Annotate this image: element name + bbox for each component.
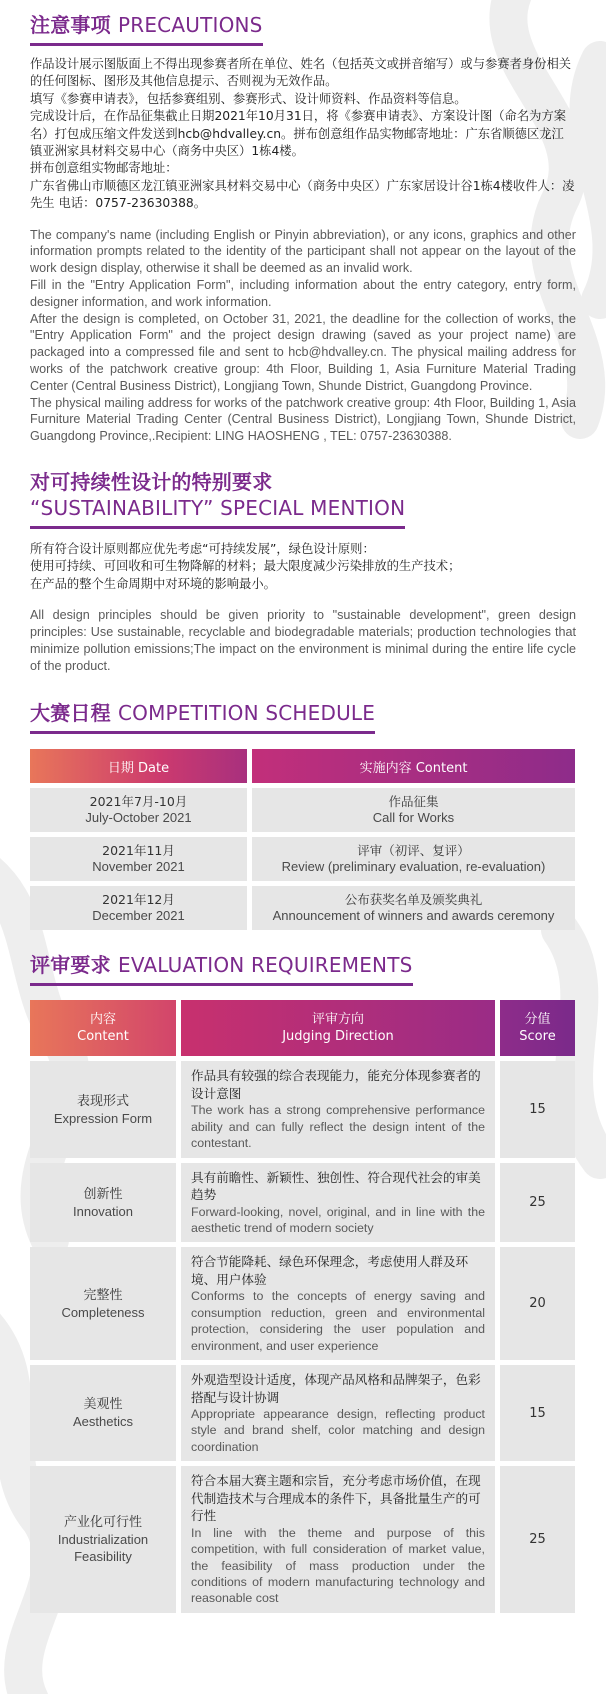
evaluation-criterion-en: Expression Form [53, 1110, 153, 1126]
sustainability-title-zh: 对可持续性设计的特别要求 [30, 470, 273, 495]
evaluation-title [30, 952, 413, 986]
evaluation-description-cell [181, 1247, 495, 1360]
precautions-en-paragraph: The company's name (including English or Pinyin abbreviation), or any icons, graphics and other information prompts related to the identity of the participant shall not appear on the layout of the work design display, otherwise it shall be deemed as an invalid work. [30, 227, 576, 276]
precautions-zh-paragraph: 填写《参赛申请表》，包括参赛组别、参赛形式、设计师资料、作品资料等信息。 [30, 91, 467, 106]
precautions-title-en: PRECAUTIONS [117, 13, 263, 37]
table-row [30, 837, 575, 881]
precautions-section [30, 0, 576, 445]
evaluation-criterion-zh: 完整性 [83, 1287, 123, 1303]
schedule-header-row [30, 749, 575, 783]
schedule-date-cell [30, 886, 247, 930]
schedule-date-zh: 2021年12月 [102, 892, 175, 908]
evaluation-criterion-en: Aesthetics [73, 1414, 133, 1430]
schedule-date-en: July-October 2021 [85, 810, 192, 826]
evaluation-description-cell [181, 1466, 495, 1613]
table-row [30, 1365, 575, 1461]
schedule-content-en: Review (preliminary evaluation, re-evaluation) [281, 859, 546, 875]
schedule-date-en: November 2021 [92, 859, 185, 875]
sustainability-en-text [30, 607, 576, 674]
evaluation-description-zh: 符合节能降耗、绿色环保理念，考虑使用人群及环境、用户体验 [191, 1254, 469, 1287]
schedule-content-en: Call for Works [372, 810, 455, 826]
schedule-date-cell [30, 788, 247, 832]
evaluation-header-score [500, 1000, 575, 1056]
evaluation-description-en: The work has a strong comprehensive performance ability and can fully reflect the design intent of the contestant. [191, 1103, 485, 1151]
evaluation-criterion-zh: 表现形式 [76, 1093, 129, 1109]
evaluation-criterion-cell [30, 1061, 176, 1157]
evaluation-description-en: Forward-looking, novel, original, and in line with the aesthetic trend of modern society [191, 1204, 485, 1236]
evaluation-criterion-cell [30, 1365, 176, 1461]
evaluation-header-direction-zh: 评审方向 [311, 1012, 364, 1028]
evaluation-criterion-zh: 产业化可行性 [63, 1515, 142, 1531]
schedule-content-zh: 评审（初评、复评） [357, 843, 470, 859]
evaluation-section [30, 952, 576, 1612]
sustainability-zh-paragraph: 所有符合设计原则都应优先考虑“可持续发展”，绿色设计原则： [30, 542, 375, 557]
evaluation-title-en: EVALUATION REQUIREMENTS [117, 953, 413, 978]
schedule-date-cell [30, 837, 247, 881]
evaluation-header-row [30, 1000, 575, 1056]
schedule-content-cell [252, 837, 575, 881]
evaluation-header-score-en: Score [519, 1029, 556, 1045]
schedule-content-cell [252, 788, 575, 832]
evaluation-criterion-en: Innovation [73, 1203, 133, 1219]
evaluation-score-cell: 25 [500, 1466, 575, 1613]
sustainability-zh-paragraph: 使用可持续、可回收和可生物降解的材料；最大限度减少污染排放的生产技术； [30, 559, 461, 574]
evaluation-description-en: In line with the theme and purpose of this competition, with full consideration of market value, the feasibility of mass production under the conditions of modern manufacturing technology and reasonable cost [191, 1525, 485, 1606]
precautions-en-paragraph: The physical mailing address for works of the patchwork creative group: 4th Floor, Building 1, Asia Furniture Material Trading Center (Central Business District), Longjiang Town, Shunde District, Guangdong Province,.Recipient: LING HAOSHENG , TEL: 0757-23630388. [30, 395, 576, 444]
evaluation-score-cell: 20 [500, 1247, 575, 1360]
table-row [30, 1061, 575, 1157]
evaluation-header-content-zh: 内容 [89, 1012, 116, 1028]
schedule-section [30, 700, 576, 930]
evaluation-criterion-cell [30, 1466, 176, 1613]
evaluation-description-en: Appropriate appearance design, reflecting product style and brand shelf, color matching and design coordination [191, 1407, 485, 1454]
schedule-header-content: 实施内容 Content [252, 749, 575, 783]
schedule-content-cell [252, 886, 575, 930]
precautions-zh-paragraph: 完成设计后，在作品征集截止日期2021年10月31日，将《参赛申请表》、方案设计图（命名为方案名）打包成压缩文件发送到hcb@hdvalley.cn。拼布创意组作品实物邮寄地址：广东省顺德区龙江镇亚洲家具材料交易中心（商务中央区）1栋4楼。 [30, 109, 567, 159]
precautions-zh-text [30, 56, 576, 213]
evaluation-criterion-zh: 创新性 [83, 1186, 123, 1202]
sustainability-title-en: “SUSTAINABILITY” SPECIAL MENTION [30, 496, 406, 521]
schedule-header-date: 日期 Date [30, 749, 247, 783]
precautions-zh-paragraph: 拼布创意组实物邮寄地址： [30, 161, 178, 176]
evaluation-criterion-cell [30, 1247, 176, 1360]
table-row [30, 1163, 575, 1243]
schedule-title [30, 700, 375, 734]
evaluation-header-direction-en: Judging Direction [282, 1029, 394, 1045]
evaluation-description-zh: 具有前瞻性、新颖性、独创性、符合现代社会的审美趋势 [191, 1169, 481, 1203]
evaluation-score-cell: 25 [500, 1163, 575, 1243]
evaluation-title-zh: 评审要求 [30, 953, 111, 978]
table-row [30, 788, 575, 832]
precautions-en-paragraph: Fill in the "Entry Application Form", including information about the entry category, entry form, designer information, and work information. [30, 278, 576, 309]
precautions-zh-paragraph: 作品设计展示图版面上不得出现参赛者所在单位、姓名（包括英文或拼音缩写）或与参赛者身份相关的任何图标、图形及其他信息提示、否则视为无效作品。 [30, 57, 572, 89]
evaluation-description-cell [181, 1163, 495, 1243]
evaluation-score-cell: 15 [500, 1365, 575, 1461]
schedule-date-en: December 2021 [92, 908, 185, 924]
table-row [30, 1466, 575, 1613]
precautions-title-zh: 注意事项 [30, 13, 111, 37]
schedule-content-zh: 作品征集 [388, 794, 439, 810]
table-row [30, 886, 575, 930]
evaluation-header-score-zh: 分值 [524, 1012, 551, 1028]
schedule-title-en: COMPETITION SCHEDULE [117, 701, 376, 726]
evaluation-description-zh: 作品具有较强的综合表现能力，能充分体现参赛者的设计意图 [191, 1068, 481, 1101]
schedule-content-zh: 公布获奖名单及颁奖典礼 [344, 892, 483, 908]
sustainability-en-paragraph: All design principles should be given priority to "sustainable development", green design principles: Use sustainable, recyclable and biodegradable materials; production technologies that minimize pollution emissions;The impact on the environment is minimal during the entire life cycle of the product. [30, 608, 576, 673]
evaluation-criterion-en: Completeness [61, 1304, 145, 1320]
sustainability-section [30, 469, 576, 674]
schedule-title-zh: 大赛日程 [30, 701, 111, 726]
precautions-en-paragraph: After the design is completed, on October 31, 2021, the deadline for the collection of works, the "Entry Application Form" and the project design drawing (saved as your project name) are packaged into a compressed file and sent to hcb@hdvalley.cn. The physical mailing address for works of the patchwork creative group: 4th Floor, Building 1, Asia Furniture Material Trading Center (Central Business District), Longjiang Town, Shunde District, Guangdong Province. [30, 311, 576, 393]
sustainability-zh-paragraph: 在产品的整个生命周期中对环境的影响最小。 [30, 576, 276, 591]
schedule-date-zh: 2021年11月 [102, 843, 175, 859]
precautions-en-text [30, 227, 576, 445]
sustainability-title [30, 469, 405, 529]
evaluation-header-direction [181, 1000, 495, 1056]
table-row [30, 1247, 575, 1360]
precautions-zh-paragraph: 广东省佛山市顺德区龙江镇亚洲家具材料交易中心（商务中央区）广东家居设计谷1栋4楼收件人：凌先生 电话：0757-23630388。 [30, 178, 575, 211]
schedule-content-en: Announcement of winners and awards ceremony [272, 908, 555, 924]
evaluation-description-zh: 外观造型设计适度，体现产品风格和品牌架子，色彩搭配与设计协调 [191, 1372, 481, 1405]
evaluation-table [30, 1000, 575, 1612]
schedule-table [30, 749, 575, 930]
evaluation-description-zh: 符合本届大赛主题和宗旨，充分考虑市场价值，在现代制造技术与合理成本的条件下，具备批量生产的可行性 [191, 1473, 481, 1524]
evaluation-criterion-cell [30, 1163, 176, 1243]
evaluation-description-cell [181, 1365, 495, 1461]
evaluation-header-content-en: Content [77, 1029, 129, 1045]
sustainability-zh-text [30, 541, 576, 593]
evaluation-score-cell: 15 [500, 1061, 575, 1157]
evaluation-criterion-zh: 美观性 [83, 1397, 123, 1413]
evaluation-criterion-en: Industrialization Feasibility [57, 1532, 149, 1565]
precautions-title [30, 12, 263, 46]
evaluation-description-en: Conforms to the concepts of energy saving and consumption reduction, green and environmental protection, considering the user population and environment, and user experience [191, 1289, 485, 1353]
schedule-date-zh: 2021年7月-10月 [89, 794, 188, 810]
evaluation-description-cell [181, 1061, 495, 1157]
evaluation-header-content [30, 1000, 176, 1056]
